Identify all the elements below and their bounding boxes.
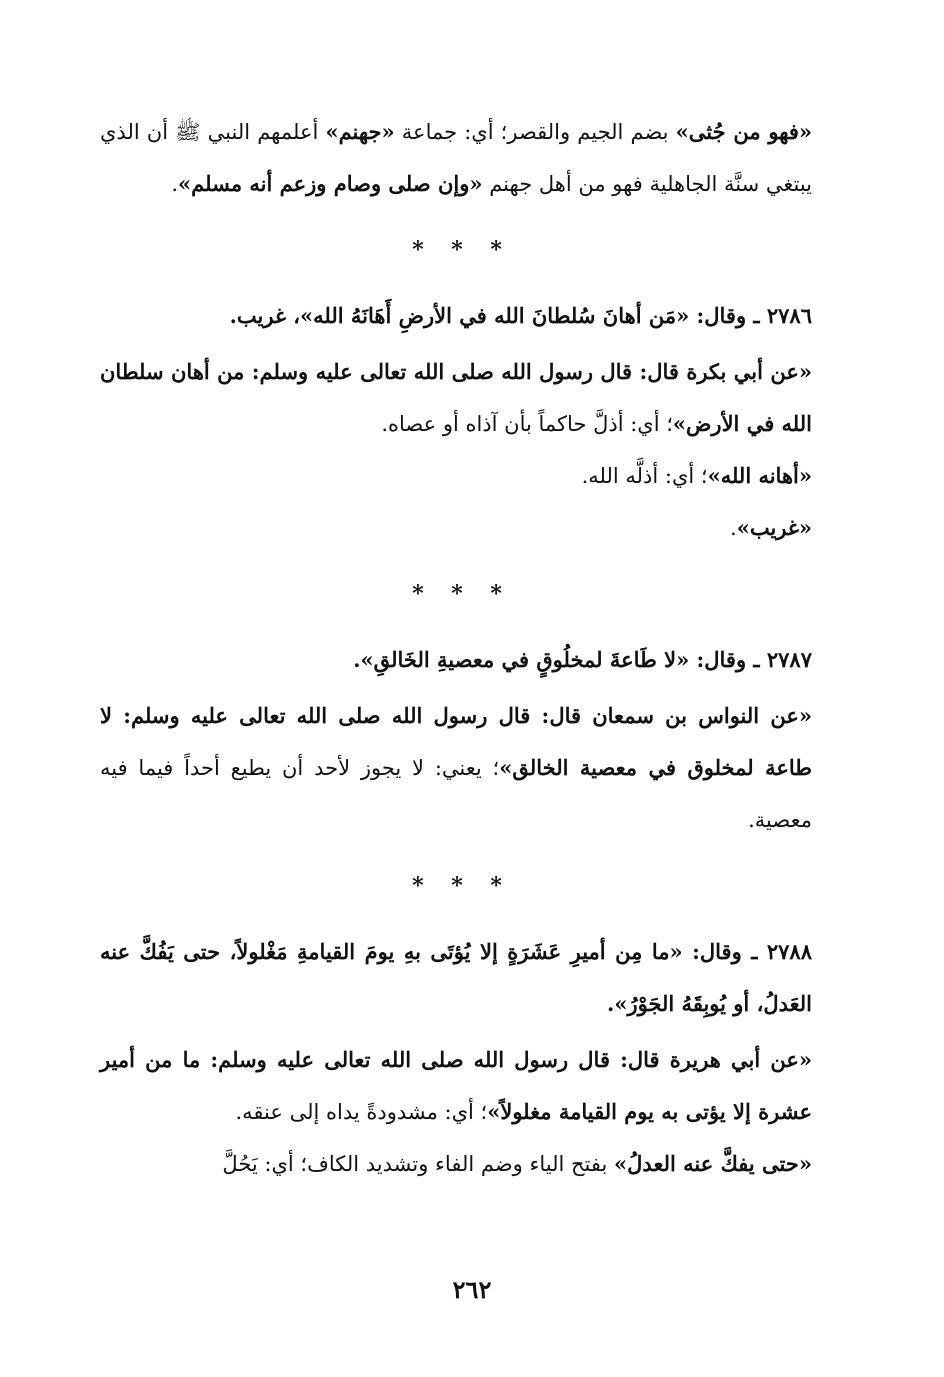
section-separator: * * * <box>412 581 512 607</box>
bold-term: «عن أبي هريرة قال: قال رسول الله صلى الله تعالى عليه وسلم: ما من أمير عشرة إلا يؤتى به يوم القيامة مغلولاً» <box>100 1047 812 1124</box>
commentary-text: أعلمهم النبي ﷺ أن الذي يبتغي سنَّة الجاهلية فهو من أهل جهنم <box>100 120 812 196</box>
bold-term: «جهنم» <box>325 119 395 144</box>
bold-term: «فهو من جُثى» <box>675 119 813 144</box>
bold-term: «عن النواس بن سمعان قال: <box>530 703 812 728</box>
hadith-2786-heading: ٢٧٨٦ ـ وقال: «مَن أهانَ سُلطانَ الله في الأرضِ أَهَانَهُ الله»، غريب. <box>229 303 812 328</box>
page-number: ٢٦٢ <box>452 1275 492 1304</box>
bold-term: «أهانه الله» <box>707 463 812 488</box>
hadith-2788-heading: ٢٧٨٨ ـ وقال: «ما مِن أميرِ عَشَرَةٍ إلا يُؤتَى بهِ يومَ القيامةِ مَغْلولاً، حتى يَفُكَّ عنه العَدلُ، أو يُوبِقَهُ الجَوْرُ». <box>100 939 812 1016</box>
paragraph-abu-hurayra <box>100 1034 812 1138</box>
commentary-text: ؛ أي: مشدودةً يداه إلى عنقه. <box>235 1100 488 1124</box>
commentary-text: بفتح الياء وضم الفاء وتشديد الكاف؛ أي: يَحُلَّ <box>222 1152 615 1176</box>
hadith-2787-heading: ٢٧٨٧ ـ وقال: «لا طَاعةَ لمخلُوقٍ في معصيةِ الخَالقِ». <box>353 647 812 672</box>
paragraph-jutha <box>100 106 812 210</box>
paragraph-yafukk <box>100 1138 812 1190</box>
commentary-text: ؛ يعني: لا يجوز لأحد أن يطيع أحداً فيما فيه معصية. <box>100 756 812 832</box>
commentary-text: ؛ أي: أذلَّه الله. <box>581 464 708 488</box>
commentary-text: . <box>730 516 737 540</box>
commentary-text: . <box>171 172 179 196</box>
paragraph-nawwas <box>100 690 812 846</box>
bold-term: «عن أبي بكرة قال: قال رسول الله صلى الله تعالى عليه وسلم: من أهان سلطان الله في الأرض» <box>100 359 812 436</box>
paragraph-gharib <box>100 502 812 554</box>
bold-term: «حتى يفكَّ عنه العدلُ» <box>614 1151 812 1176</box>
commentary-text: ؛ أي: أذلَّ حاكماً بأن آذاه أو عصاه. <box>381 412 673 436</box>
paragraph-ahanahu <box>100 450 812 502</box>
commentary-text: بضم الجيم والقصر؛ أي: جماعة <box>394 120 676 144</box>
bold-term: «غريب» <box>736 515 812 540</box>
section-separator: * * * <box>412 873 512 899</box>
bold-term: «وإن صلى وصام وزعم أنه مسلم» <box>178 171 483 196</box>
paragraph-abu-bakra <box>100 346 812 450</box>
bold-term: قال رسول الله صلى الله تعالى عليه وسلم: لا طاعة لمخلوق في معصية الخالق» <box>100 703 812 780</box>
section-separator: * * * <box>412 237 512 263</box>
